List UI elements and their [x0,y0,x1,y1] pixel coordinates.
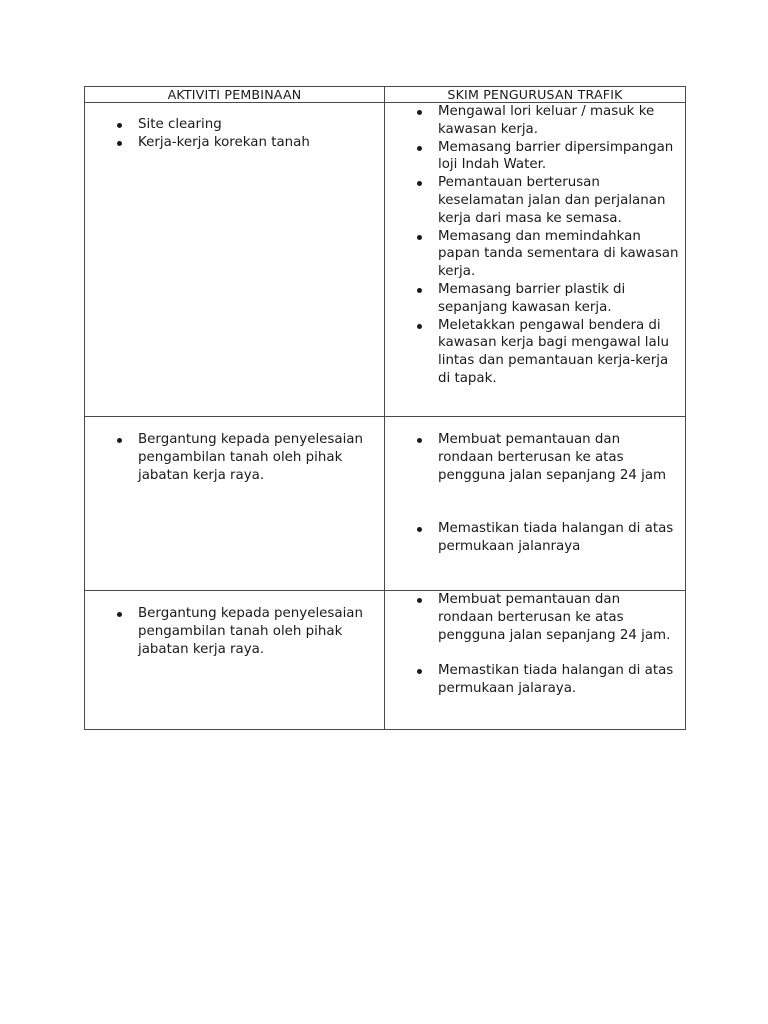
list-item: Memasang barrier dipersimpangan loji Indah Water. [385,139,685,175]
list-item: Kerja-kerja korekan tanah [85,134,384,152]
list-item: Pemantauan berterusan keselamatan jalan dan perjalanan kerja dari masa ke semasa. [385,174,685,227]
activity-list [85,605,384,658]
table-header-row [85,87,686,103]
traffic-scheme-cell [385,591,686,730]
list-item: Memasang barrier plastik di sepanjang kawasan kerja. [385,281,685,317]
list-item: Membuat pemantauan dan rondaan berterusan ke atas pengguna jalan sepanjang 24 jam [385,431,685,484]
spacer [385,644,685,662]
table-row [85,591,686,730]
list-item: Bergantung kepada penyelesaian pengambilan tanah oleh pihak jabatan kerja raya. [85,605,384,658]
activity-cell [85,417,385,591]
activity-cell [85,591,385,730]
traffic-scheme-list [385,431,685,484]
activity-list [85,116,384,152]
table-row [85,103,686,417]
construction-traffic-table [84,86,686,730]
traffic-scheme-cell [385,417,686,591]
list-item: Site clearing [85,116,384,134]
table-row [85,417,686,591]
list-item: Membuat pemantauan dan rondaan berterusan ke atas pengguna jalan sepanjang 24 jam. [385,591,685,644]
list-item: Mengawal lori keluar / masuk ke kawasan kerja. [385,103,685,139]
list-item: Bergantung kepada penyelesaian pengambilan tanah oleh pihak jabatan kerja raya. [85,431,384,484]
list-item: Memastikan tiada halangan di atas permukaan jalaraya. [385,662,685,698]
list-item: Meletakkan pengawal bendera di kawasan kerja bagi mengawal lalu lintas dan pemantauan kerja-kerja di tapak. [385,317,685,388]
header-aktiviti-pembinaan: AKTIVITI PEMBINAAN [85,87,385,103]
spacer [385,484,685,520]
traffic-scheme-list [385,591,685,644]
activity-list [85,431,384,484]
traffic-scheme-cell [385,103,686,417]
list-item: Memasang dan memindahkan papan tanda sementara di kawasan kerja. [385,228,685,281]
list-item: Memastikan tiada halangan di atas permukaan jalanraya [385,520,685,556]
header-skim-pengurusan-trafik: SKIM PENGURUSAN TRAFIK [385,87,686,103]
activity-cell [85,103,385,417]
traffic-scheme-list [385,662,685,698]
traffic-scheme-list [385,520,685,556]
traffic-scheme-list [385,103,685,388]
